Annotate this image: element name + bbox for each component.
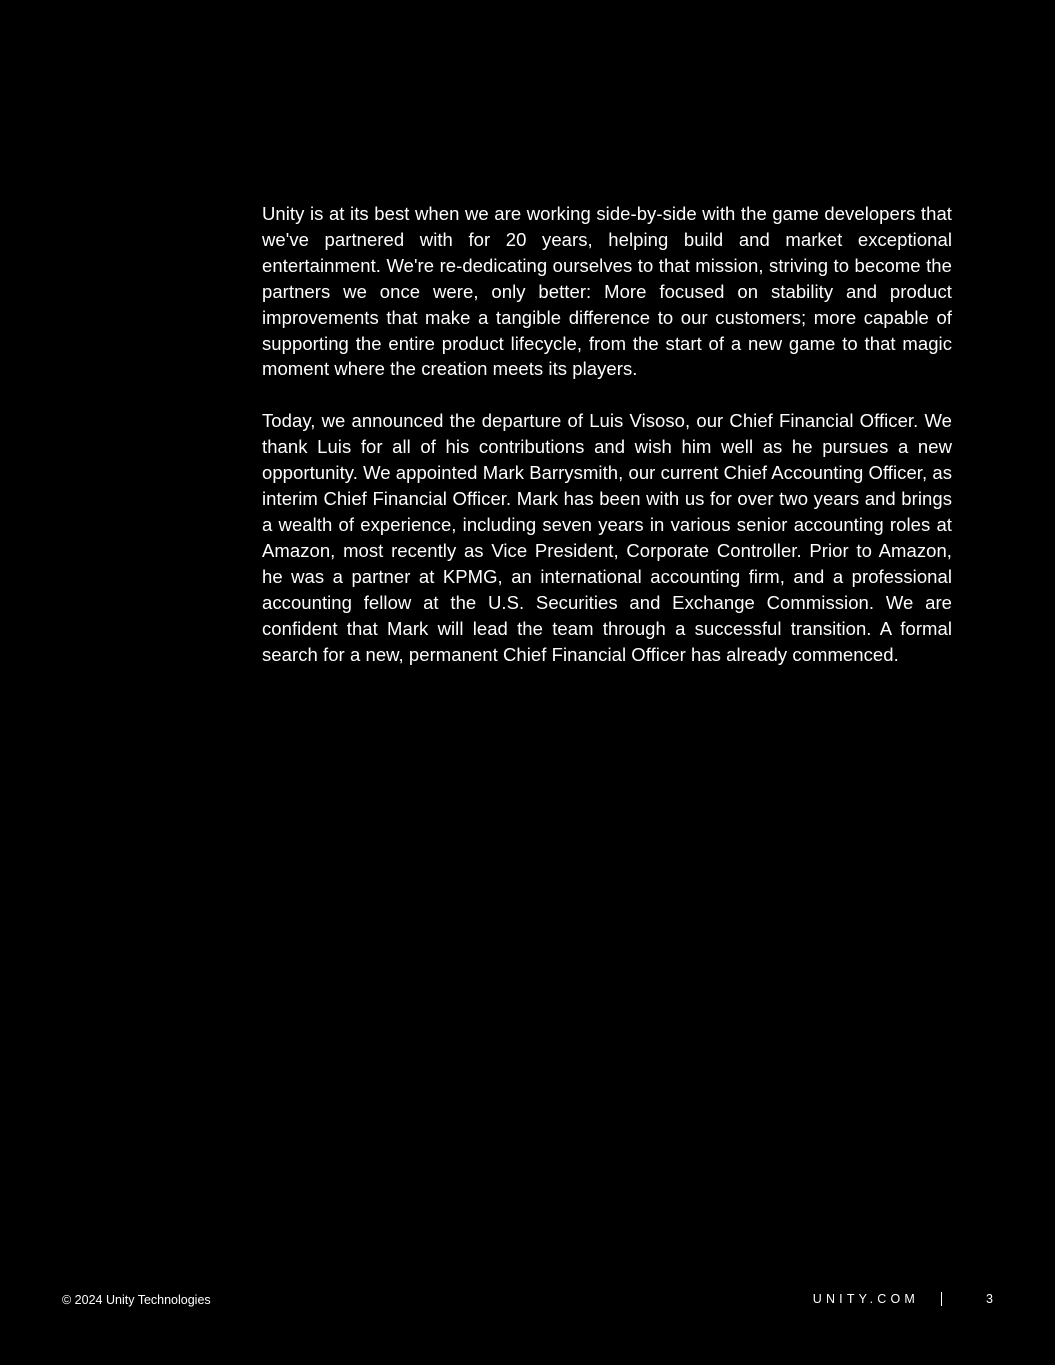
footer-divider (941, 1292, 942, 1306)
footer-copyright: © 2024 Unity Technologies (62, 1293, 211, 1307)
footer-right (813, 1291, 993, 1307)
body-paragraph-2: Today, we announced the departure of Luis Visoso, our Chief Financial Officer. We thank Luis for all of his contributions and wish him well as he pursues a new opportunity. We appointed Mark Barrysmith, our current Chief Accounting Officer, as interim Chief Financial Officer. Mark has been with us for over two years and brings a wealth of experience, including seven years in various senior accounting roles at Amazon, most recently as Vice President, Corporate Controller. Prior to Amazon, he was a partner at KPMG, an international accounting firm, and a professional accounting fellow at the U.S. Securities and Exchange Commission. We are confident that Mark will lead the team through a successful transition. A formal search for a new, permanent Chief Financial Officer has already commenced. (262, 410, 953, 665)
page-number: 3 (986, 1292, 993, 1306)
footer-site-link[interactable]: UNITY.COM (812, 1292, 920, 1306)
body-paragraph-1: Unity is at its best when we are working side-by-side with the game developers that we've partnered with for 20 years, helping build and market exceptional entertainment. We're re-dedicating ourselves to that mission, striving to become the partners we once were, only better: More focused on stability and product improvements that make a tangible difference to our customers; more capable of supporting the entire product lifecycle, from the start of a new game to that magic moment where the creation meets its players. (262, 203, 952, 380)
document-body (262, 201, 952, 667)
